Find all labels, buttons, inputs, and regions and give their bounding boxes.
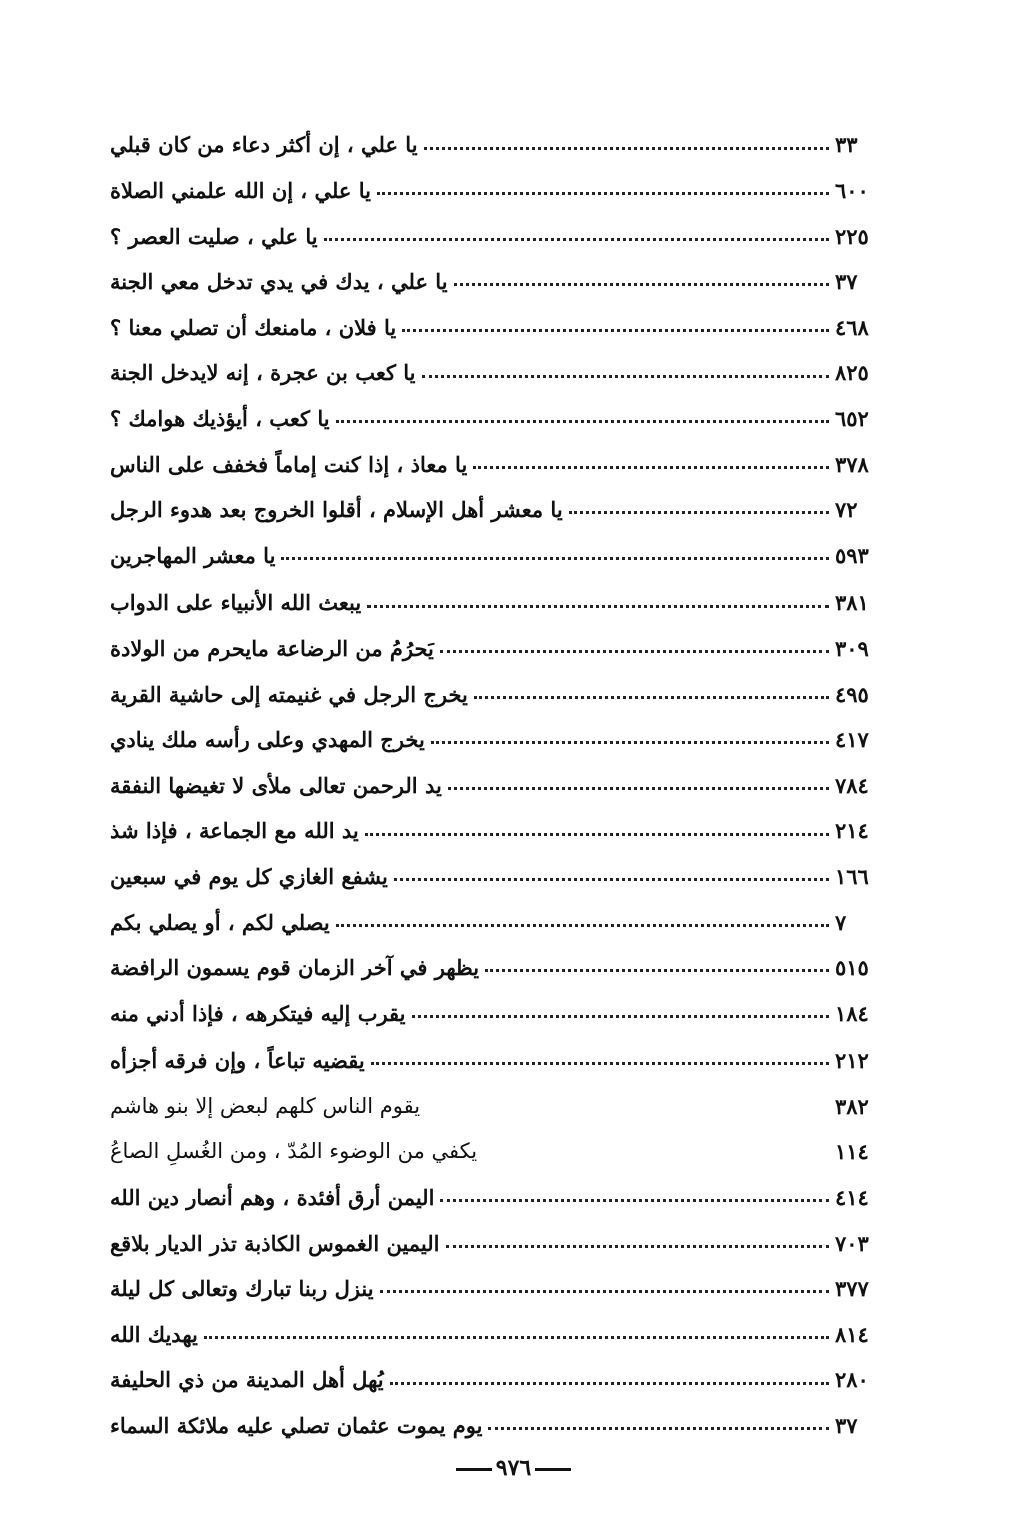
entry-page: ٦٥٢ [835, 405, 869, 431]
entry-page: ٣٧ [835, 269, 858, 295]
entry-page: ٣٨١ [835, 590, 869, 616]
index-entry [110, 249, 895, 295]
dot-leader [402, 329, 829, 332]
index-entry [110, 1028, 895, 1074]
entry-text: يا معشر أهل الإسلام ، أقلوا الخروج بعد هدوء الرجل [110, 497, 563, 523]
index-entry [110, 752, 895, 798]
entry-text: يا فلان ، مامنعك أن تصلي معنا ؟ [110, 314, 397, 340]
entry-page: ٧٠٣ [835, 1230, 869, 1256]
index-entry [110, 570, 895, 616]
entry-text: يا علي ، يدك في يدي تدخل معي الجنة [110, 269, 448, 295]
entry-page: ١٦٦ [835, 863, 869, 889]
entry-text: يظهر في آخر الزمان قوم يسمون الرافضة [110, 955, 480, 981]
index-entry [110, 386, 895, 432]
index-entry [110, 844, 895, 890]
index-entry [110, 203, 895, 249]
index-entry [110, 1165, 895, 1211]
entry-page: ٢٢٥ [835, 223, 869, 249]
dot-leader [394, 878, 829, 881]
entry-page: ٣٨٢ [835, 1093, 869, 1119]
entry-text: يا معاذ ، إذا كنت إماماً فخفف على الناس [110, 451, 468, 477]
entry-page: ٣٣ [835, 132, 858, 158]
index-entry [110, 1393, 895, 1439]
index-entry [110, 112, 895, 158]
dot-leader [412, 1015, 829, 1018]
entry-text: يشفع الغازي كل يوم في سبعين [110, 863, 388, 889]
index-entry [110, 798, 895, 844]
dot-leader [474, 696, 829, 699]
index-entry [110, 522, 895, 568]
entry-text: يهديك الله [110, 1321, 198, 1347]
dot-leader [336, 420, 829, 423]
index-entry [110, 294, 895, 340]
entry-text: يد الرحمن تعالى ملأى لا تغيضها النفقة [110, 772, 442, 798]
entry-page: ٨٢٥ [835, 360, 869, 386]
index-entry [110, 661, 895, 707]
dot-leader [281, 557, 829, 560]
entry-page: ٢١٤ [835, 818, 869, 844]
entry-text: يد الله مع الجماعة ، فإذا شذ [110, 818, 359, 844]
index-entry [110, 1073, 895, 1119]
index-entry [110, 889, 895, 935]
entry-page: ٤١٤ [835, 1185, 869, 1211]
index-entry [110, 1119, 895, 1165]
entry-text: يا علي ، إن أكثر دعاء من كان قبلي [110, 132, 418, 158]
entry-text: يا كعب بن عجرة ، إنه لايدخل الجنة [110, 360, 416, 386]
entry-text: يكفي من الوضوء المُدّ ، ومن الغُسلِ الصاعُ [110, 1139, 478, 1164]
dot-leader [431, 741, 829, 744]
dot-leader [485, 969, 829, 972]
dot-leader [390, 1382, 829, 1385]
entry-text: يا كعب ، أيؤذيك هوامك ؟ [110, 405, 330, 431]
entry-text: اليمن أرق أفئدة ، وهم أنصار دين الله [110, 1185, 435, 1211]
entry-text: يخرج الرجل في غنيمته إلى حاشية القرية [110, 681, 468, 707]
dot-leader [324, 238, 829, 241]
entry-page: ٢٨٠ [835, 1367, 869, 1393]
dot-leader [569, 511, 829, 514]
entry-page: ٣٠٩ [835, 635, 869, 661]
entry-text: اليمين الغموس الكاذبة تذر الديار بلاقع [110, 1230, 440, 1256]
index-entry [110, 935, 895, 981]
index-entry [110, 477, 895, 523]
dot-leader [454, 283, 829, 286]
dot-leader [448, 787, 829, 790]
entry-text: يُهل أهل المدينة من ذي الحليفة [110, 1367, 384, 1393]
entry-page: ١٨٤ [835, 1000, 869, 1026]
dot-leader [336, 924, 829, 927]
entry-page: ٣٧ [835, 1413, 858, 1439]
dot-leader [367, 605, 829, 608]
dot-leader [440, 1199, 829, 1202]
page-footer [0, 1455, 1027, 1481]
entry-page: ٧٢ [835, 497, 858, 523]
index-entry [110, 1256, 895, 1302]
dot-leader [488, 1427, 829, 1430]
index-entry [110, 340, 895, 386]
index-entry [110, 431, 895, 477]
entry-text: يا معشر المهاجرين [110, 542, 276, 568]
dot-leader [424, 147, 829, 150]
footer-dash [535, 1468, 571, 1471]
entry-text: يا علي ، إن الله علمني الصلاة [110, 178, 372, 203]
entry-page: ٥١٥ [835, 955, 869, 981]
footer-dash [456, 1468, 492, 1471]
index-entry [110, 1347, 895, 1393]
entry-text: يصلي لكم ، أو يصلي بكم [110, 909, 330, 935]
entry-text: يَحرُمُ من الرضاعة مايحرم من الولادة [110, 635, 434, 661]
dot-leader [380, 1290, 829, 1293]
entry-page: ٧ [835, 909, 847, 935]
index-entry [110, 1301, 895, 1347]
dot-leader [446, 1245, 830, 1248]
entry-text: يوم يموت عثمان تصلي عليه ملائكة السماء [110, 1413, 483, 1439]
index-entry [110, 158, 895, 204]
entry-page: ١١٤ [835, 1139, 869, 1165]
index-entry [110, 1210, 895, 1256]
entry-page: ٧٨٤ [835, 772, 869, 798]
entry-text: يخرج المهدي وعلى رأسه ملك ينادي [110, 727, 425, 753]
entry-page: ٦٠٠ [835, 178, 869, 203]
dot-leader [473, 466, 829, 469]
page-number: ٩٧٦ [495, 1455, 532, 1481]
entry-page: ٣٧٧ [835, 1276, 869, 1302]
entry-page: ٤٩٥ [835, 681, 869, 707]
entry-text: يقوم الناس كلهم لبعض إلا بنو هاشم [110, 1093, 421, 1118]
entry-text: يقرب إليه فيتكرهه ، فإذا أدني منه [110, 1000, 406, 1026]
entry-page: ٤١٧ [835, 727, 869, 753]
dot-leader [365, 833, 829, 836]
index-entry [110, 980, 895, 1026]
dot-leader [377, 192, 829, 195]
dot-leader [440, 650, 829, 653]
entry-text: يا علي ، صليت العصر ؟ [110, 223, 318, 249]
entry-page: ٢١٢ [835, 1048, 869, 1074]
index-list [110, 112, 895, 1438]
dot-leader [422, 375, 829, 378]
dot-leader [371, 1062, 829, 1065]
entry-page: ٤٦٨ [835, 314, 869, 340]
entry-page: ٥٩٣ [835, 542, 869, 568]
entry-page: ٣٧٨ [835, 451, 869, 477]
entry-page: ٨١٤ [835, 1321, 869, 1347]
index-entry [110, 707, 895, 753]
entry-text: ينزل ربنا تبارك وتعالى كل ليلة [110, 1276, 374, 1302]
entry-text: يبعث الله الأنبياء على الدواب [110, 590, 362, 616]
entry-text: يقضيه تباعاً ، وإن فرقه أجزأه [110, 1048, 365, 1074]
index-entry [110, 616, 895, 662]
dot-leader [204, 1336, 829, 1339]
